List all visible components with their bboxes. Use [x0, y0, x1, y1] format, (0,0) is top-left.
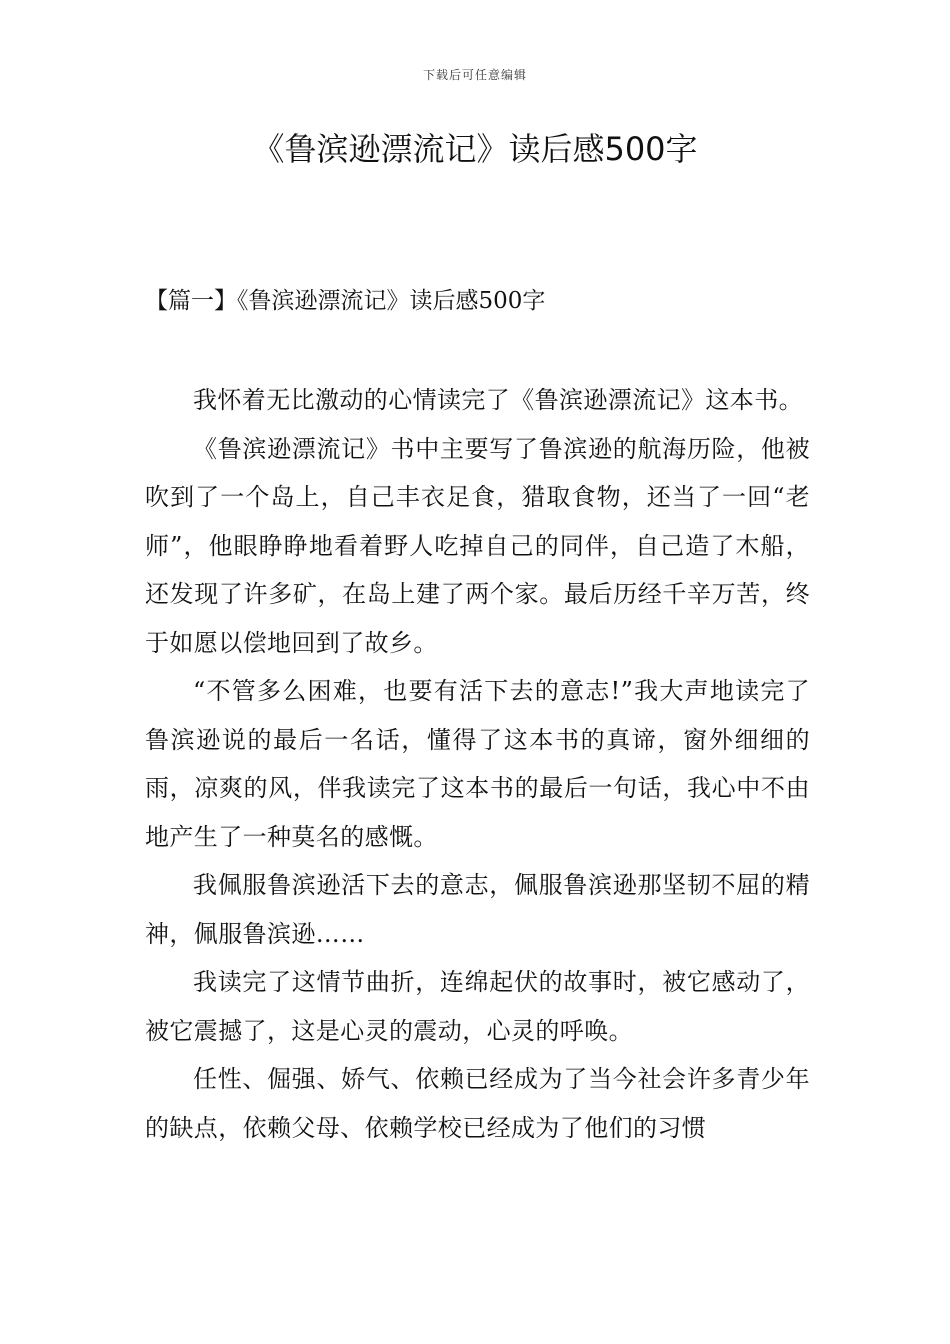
paragraph: 我佩服鲁滨逊活下去的意志，佩服鲁滨逊那坚韧不屈的精神，佩服鲁滨逊……	[145, 871, 810, 948]
paragraph: “不管多么困难，也要有活下去的意志!”我大声地读完了鲁滨逊说的最后一名话，懂得了这本书的真谛，窗外细细的雨，凉爽的风，伴我读完了这本书的最后一句话，我心中不由地产生了一种莫名的感慨。	[145, 677, 810, 851]
section-heading: 【篇一】《鲁滨逊漂流记》读后感500字	[145, 288, 546, 314]
document-body	[145, 376, 810, 1152]
page-header-note: 下载后可任意编辑	[422, 68, 527, 82]
document-title: 《鲁滨逊漂流记》读后感500字	[252, 130, 698, 168]
paragraph: 我怀着无比激动的心情读完了《鲁滨逊漂流记》这本书。	[193, 386, 803, 414]
paragraph: 我读完了这情节曲折，连绵起伏的故事时，被它感动了，被它震撼了，这是心灵的震动，心灵的呼唤。	[145, 968, 810, 1045]
paragraph: 任性、倔强、娇气、依赖已经成为了当今社会许多青少年的缺点，依赖父母、依赖学校已经成为了他们的习惯	[145, 1065, 810, 1142]
paragraph: 《鲁滨逊漂流记》书中主要写了鲁滨逊的航海历险，他被吹到了一个岛上，自己丰衣足食，猎取食物，还当了一回“老师”，他眼睁睁地看着野人吃掉自己的同伴，自己造了木船，还发现了许多矿，在岛上建了两个家。最后历经千辛万苦，终于如愿以偿地回到了故乡。	[145, 434, 810, 657]
